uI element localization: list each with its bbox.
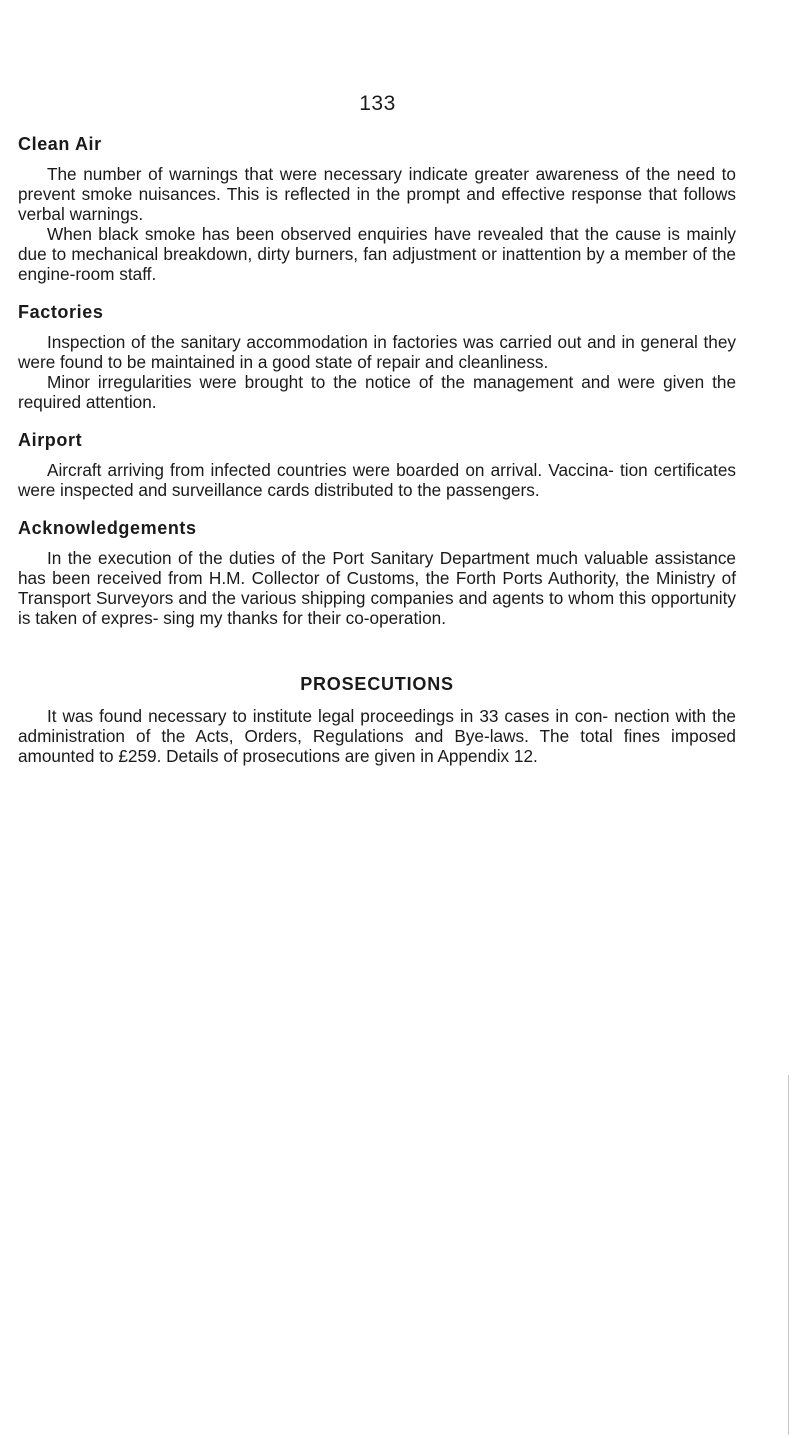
paragraph: Aircraft arriving from infected countries were boarded on arrival. Vaccina- tion certificates were inspected and surveillance cards distributed to the passengers.: [18, 460, 736, 500]
section-heading: Airport: [18, 430, 83, 450]
section-heading: Acknowledgements: [18, 518, 197, 538]
document-body: [18, 134, 736, 784]
paragraph: It was found necessary to institute legal proceedings in 33 cases in con- nection with the administration of the Acts, Orders, Regulations and Bye-laws. The total fines imposed amounted to £259. Details of prosecutions are given in Appendix 12.: [18, 706, 736, 766]
section-prosecutions: [18, 674, 736, 766]
section-airport: [18, 430, 736, 500]
paragraph: Minor irregularities were brought to the notice of the management and were given the required attention.: [18, 372, 736, 412]
paragraph: When black smoke has been observed enquiries have revealed that the cause is mainly due to mechanical breakdown, dirty burners, fan adjustment or inattention by a member of the engine-room staff.: [18, 224, 736, 284]
section-heading: Factories: [18, 302, 104, 322]
page-number: 133: [359, 92, 396, 115]
section-heading: Clean Air: [18, 134, 102, 154]
section-acknowledgements: [18, 518, 736, 628]
paragraph: Inspection of the sanitary accommodation in factories was carried out and in general they were found to be maintained in a good state of repair and cleanliness.: [18, 332, 736, 372]
section-clean-air: [18, 134, 736, 284]
section-factories: [18, 302, 736, 412]
prosecutions-heading: PROSECUTIONS: [300, 674, 454, 694]
page-edge-line: [788, 1075, 789, 1435]
paragraph: The number of warnings that were necessary indicate greater awareness of the need to prevent smoke nuisances. This is reflected in the prompt and effective response that follows verbal warnings.: [18, 164, 736, 224]
paragraph: In the execution of the duties of the Port Sanitary Department much valuable assistance has been received from H.M. Collector of Customs, the Forth Ports Authority, the Ministry of Transport Surveyors and the various shipping companies and agents to whom this opportunity is taken of expres- sing my thanks for their co-operation.: [18, 548, 736, 628]
